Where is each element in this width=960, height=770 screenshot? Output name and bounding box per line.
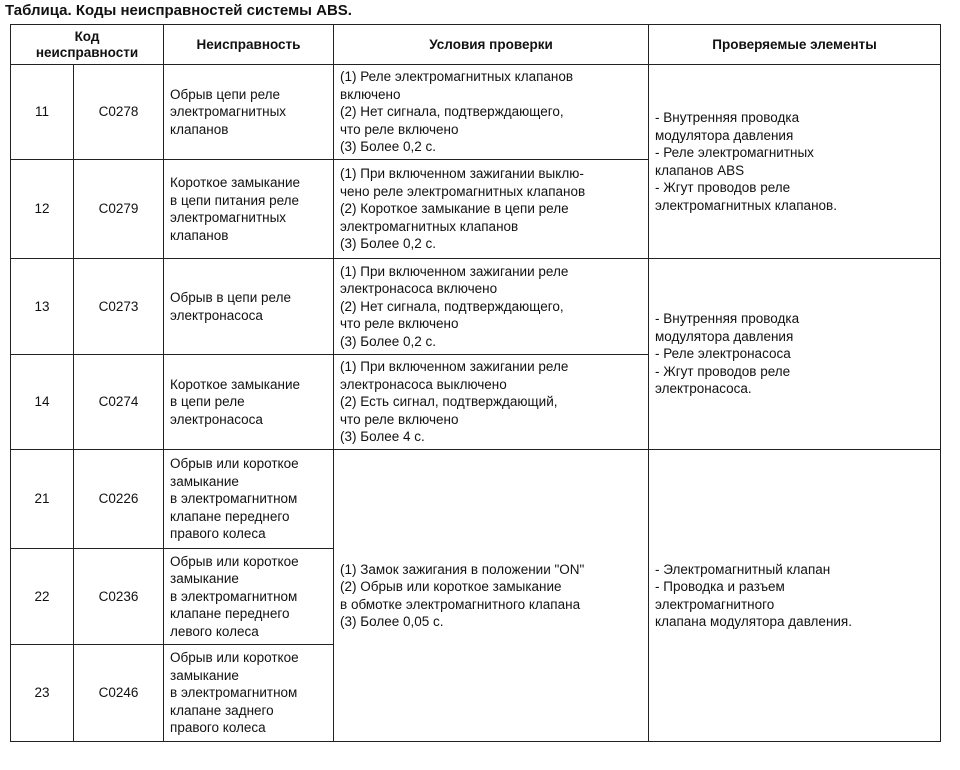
abs-fault-codes-table [10,24,941,742]
check-conditions: (1) Реле электромагнитных клапанов включено (2) Нет сигнала, подтверждающего, что реле включено (3) Более 0,2 с. [334,65,649,160]
fault-description: Обрыв или короткое замыкание в электромагнитном клапане переднего правого колеса [164,450,334,549]
fault-code: C0274 [74,355,164,450]
table-row [11,65,941,160]
fault-description: Короткое замыкание в цепи питания реле электромагнитных клапанов [164,160,334,259]
table-row [11,259,941,355]
check-conditions: (1) При включенном зажигании реле электронасоса выключено (2) Есть сигнал, подтверждающий, что реле включено (3) Более 4 с. [334,355,649,450]
check-conditions: (1) При включенном зажигании выклю- чено реле электромагнитных клапанов (2) Короткое замыкание в цепи реле электромагнитных клапанов (3) Более 0,2 с. [334,160,649,259]
header-code: Код неисправности [11,25,164,65]
row-number: 21 [11,450,74,549]
row-number: 23 [11,645,74,742]
header-fault: Неисправность [164,25,334,65]
fault-code: C0278 [74,65,164,160]
checked-elements: - Внутренняя проводка модулятора давления - Реле электронасоса - Жгут проводов реле электронасоса. [649,259,941,450]
row-number: 14 [11,355,74,450]
check-conditions: (1) Замок зажигания в положении "ON" (2) Обрыв или короткое замыкание в обмотке электромагнитного клапана (3) Более 0,05 с. [334,450,649,742]
fault-code: C0273 [74,259,164,355]
check-conditions: (1) При включенном зажигании реле электронасоса включено (2) Нет сигнала, подтверждающего, что реле включено (3) Более 0,2 с. [334,259,649,355]
row-number: 12 [11,160,74,259]
fault-description: Обрыв цепи реле электромагнитных клапанов [164,65,334,160]
fault-description: Короткое замыкание в цепи реле электронасоса [164,355,334,450]
fault-description: Обрыв или короткое замыкание в электромагнитном клапане заднего правого колеса [164,645,334,742]
table-row [11,450,941,549]
fault-code: C0236 [74,549,164,645]
document-title: Таблица. Коды неисправностей системы ABS. [5,2,352,19]
checked-elements: - Внутренняя проводка модулятора давления - Реле электромагнитных клапанов ABS - Жгут проводов реле электромагнитных клапанов. [649,65,941,259]
header-elements: Проверяемые элементы [649,25,941,65]
header-conditions: Условия проверки [334,25,649,65]
row-number: 11 [11,65,74,160]
fault-description: Обрыв или короткое замыкание в электромагнитном клапане переднего левого колеса [164,549,334,645]
fault-code: C0226 [74,450,164,549]
row-number: 22 [11,549,74,645]
fault-code: C0279 [74,160,164,259]
fault-code: C0246 [74,645,164,742]
row-number: 13 [11,259,74,355]
fault-description: Обрыв в цепи реле электронасоса [164,259,334,355]
table-header-row [11,25,941,65]
checked-elements: - Электромагнитный клапан - Проводка и разъем электромагнитного клапана модулятора давления. [649,450,941,742]
